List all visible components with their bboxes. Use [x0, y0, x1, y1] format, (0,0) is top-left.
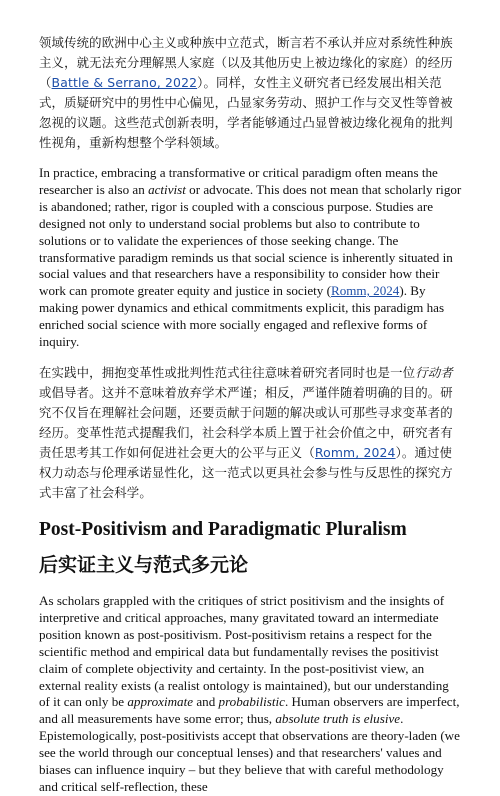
- paragraph-text: 在实践中，拥抱变革性或批判性范式往往意味着研究者同时也是一位: [39, 364, 416, 380]
- emphasis-text: absolute truth is elusive: [275, 711, 401, 727]
- paragraph-text: . Human observers are imperfect, and all measurements have some error; thus,: [39, 694, 460, 727]
- paragraph-text: ）。通过使权力动态与伦理承诺显性化，这一范式以更具社会参与性与反思性的探究方式丰富了社会科学。: [39, 444, 453, 500]
- emphasis-text: probabilistic: [218, 694, 285, 710]
- section-heading-zh: 后实证主义与范式多元论: [39, 553, 249, 576]
- citation-link[interactable]: Romm, 2024: [314, 444, 396, 460]
- emphasis-text: activist: [148, 181, 186, 197]
- paragraph-en-1: [39, 165, 462, 351]
- paragraph-text: . Epistemologically, post-positivists accept that observations are theory-laden (we see the world through our conceptual lenses) and that researchers' values and biases can influence inquiry – but they believe that with careful methodology and critical self-reflection, these: [39, 711, 460, 794]
- paragraph-text: ). By making power dynamics and ethical commitments explicit, this paradigm has enriched social science with more socially engaged and reflexive forms of inquiry.: [39, 283, 445, 350]
- citation-link[interactable]: Romm, 2024: [330, 283, 400, 299]
- paragraph-text: In practice, embracing a transformative or critical paradigm often means the researcher is also an: [39, 165, 438, 197]
- paragraph-text: or advocate. This does not mean that scholarly rigor is abandoned; rather, rigor is coupled with a conscious purpose. Studies are designed not only to understand social problems but also to contribute to solutions or to validate the experiences of those seeking change. The transformative paradigm reminds us that social science is inherently situated in social values and that researchers have a responsibility to consider how their work can promote greater equity and justice in society (: [39, 181, 462, 299]
- emphasis-text: approximate: [127, 694, 194, 710]
- citation-link[interactable]: Battle & Serrano, 2022: [51, 75, 198, 90]
- paragraph-zh-2: [39, 363, 462, 503]
- paragraph-en-2: [39, 593, 462, 796]
- paragraph-text: ）。同样，女性主义研究者已经发展出相关范式，质疑研究中的男性中心偏见，凸显家务劳动、照护工作与交叉性等曾被忽视的议题。这些范式创新表明，学者能够通过凸显曾被边缘化视角的批判性视角，重新构想整个学科领域。: [39, 75, 453, 150]
- paragraph-zh-1: [39, 33, 462, 153]
- emphasis-text: 行动者: [415, 364, 453, 380]
- paragraph-text: 或倡导者。这并不意味着放弃学术严谨；相反，严谨伴随着明确的目的。研究不仅旨在理解社会问题，还要贡献于问题的解决或认可那些寻求变革者的经历。变革性范式提醒我们，社会科学本质上置于社会价值之中，研究者有责任思考其工作如何促进社会更大的公平与正义（: [39, 384, 453, 460]
- paragraph-text: and: [193, 694, 219, 710]
- paragraph-text: As scholars grappled with the critiques of strict positivism and the insights of interpretive and critical approaches, many gravitated toward an intermediate position known as post-positivism. Post-positivism retains a respect for the scientific method and empirical data but fundamentally revises the positivist claim of complete objectivity and certainty. In the post-positivist view, an external reality exists (a realist ontology is maintained), but our understanding of it can only be: [39, 592, 449, 710]
- paragraph-text: 领域传统的欧洲中心主义或种族中立范式，断言若不承认并应对系统性种族主义，就无法充分理解黑人家庭（以及其他历史上被边缘化的家庭）的经历（: [39, 35, 453, 90]
- section-heading-en: Post-Positivism and Paradigmatic Pluralism: [39, 518, 407, 540]
